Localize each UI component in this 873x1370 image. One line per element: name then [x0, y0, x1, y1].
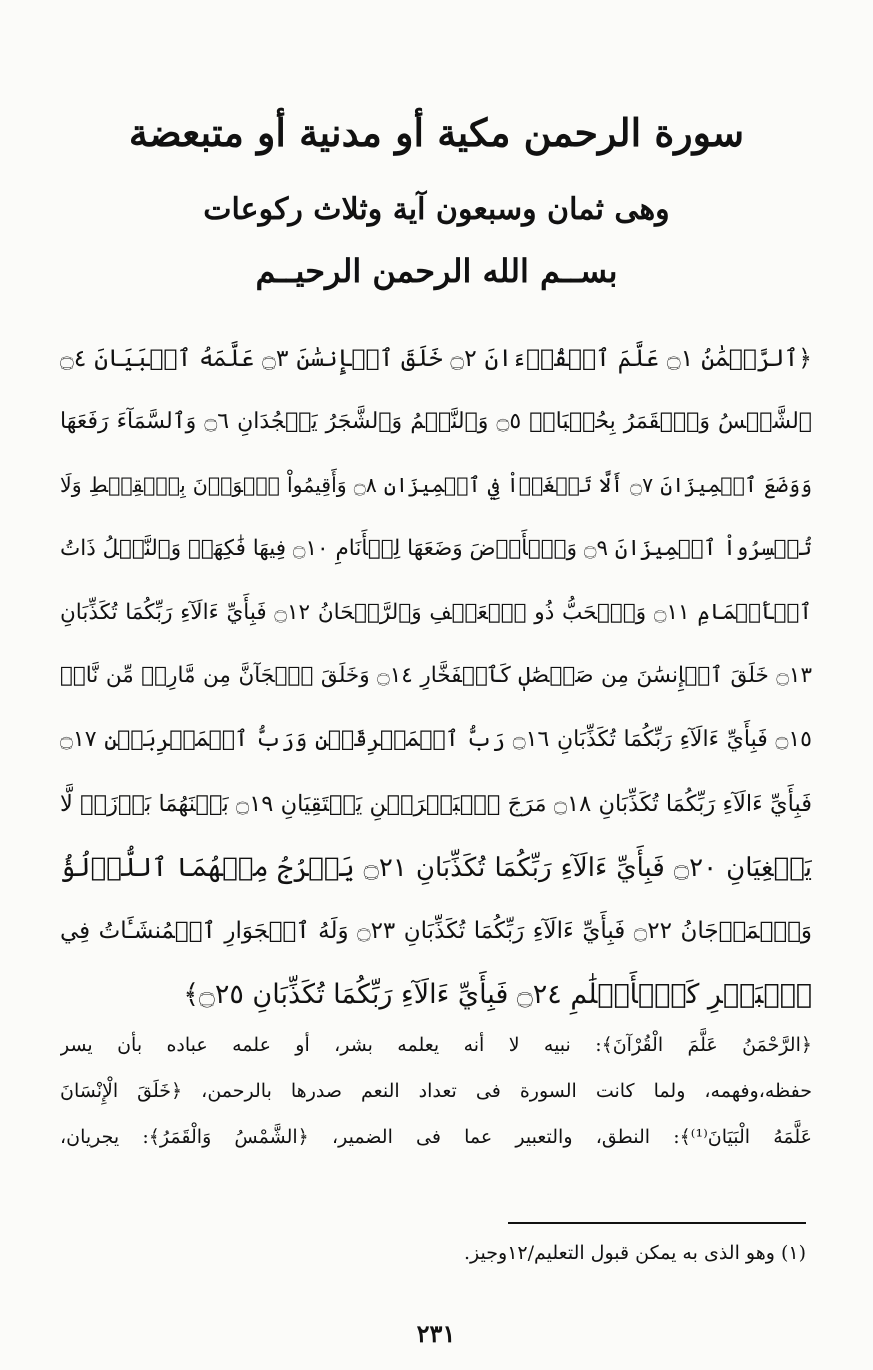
- quran-line: ٱلۡبَحۡرِ كَٱلۡأَعۡلَٰمِ ۝٢٤ فَبِأَيِّ ءَالَآءِ رَبِّكُمَا تُكَذِّبَانِ ۝٢٥﴾: [183, 978, 812, 1010]
- footnote-divider: [508, 1222, 806, 1224]
- quran-line: فَبِأَيِّ ءَالَآءِ رَبِّكُمَا تُكَذِّبَانِ ۝١٨ مَرَجَ ٱلۡبَحۡرَيۡنِ يَلۡتَقِيَانِ ۝١٩ بَيۡنَهُمَا بَرۡزَخٞ لَّا: [60, 790, 812, 817]
- quran-line: ۝١٣ خَلَقَ ٱلۡإِنسَٰنَ مِن صَلۡصَٰلٖ كَٱلۡفَخَّارِ ۝١٤ وَخَلَقَ ٱلۡجَآنَّ مِن مَّارِجٖ مِّن نَّارٖ: [60, 663, 812, 689]
- footnote: (١) وهو الذى به يمكن قبول التعليم/١٢وجيز.: [464, 1242, 806, 1264]
- surah-title: سورة الرحمن مكية أو مدنية أو متبعضة: [128, 110, 745, 155]
- commentary-line: ﴿الرَّحْمَنُ عَلَّمَ الْقُرْآنَ﴾: نبيه لا أنه يعلمه بشر، أو علمه عباده بأن يسر: [60, 1034, 812, 1056]
- quran-line: ﴿ٱلرَّحۡمَٰنُ ۝١ عَلَّمَ ٱلۡقُرۡءَانَ ۝٢ خَلَقَ ٱلۡإِنسَٰنَ ۝٣ عَلَّمَهُ ٱلۡبَيَانَ ۝٤: [60, 344, 812, 372]
- basmala: بســم الله الرحمن الرحيــم: [255, 252, 618, 290]
- page-number: ٢٣١: [416, 1319, 456, 1348]
- quran-line: ۝١٥ فَبِأَيِّ ءَالَآءِ رَبِّكُمَا تُكَذِّبَانِ ۝١٦ رَبُّ ٱلۡمَشۡرِقَيۡنِ وَرَبُّ ٱلۡمَغۡرِبَيۡنِ ۝١٧: [60, 727, 812, 753]
- quran-line: ٱلشَّمۡسُ وَٱلۡقَمَرُ بِحُسۡبَانٖ ۝٥ وَٱلنَّجۡمُ وَٱلشَّجَرُ يَسۡجُدَانِ ۝٦ وَٱلسَّمَآءَ رَفَعَهَا: [60, 408, 812, 434]
- quran-line: ٱلۡأَكۡمَامِ ۝١١ وَٱلۡحَبُّ ذُو ٱلۡعَصۡفِ وَٱلرَّيۡحَانُ ۝١٢ فَبِأَيِّ ءَالَآءِ رَبِّكُمَا تُكَذِّبَانِ: [60, 599, 812, 625]
- quran-line: يَبۡغِيَانِ ۝٢٠ فَبِأَيِّ ءَالَآءِ رَبِّكُمَا تُكَذِّبَانِ ۝٢١ يَخۡرُجُ مِنۡهُمَا ٱللُّؤۡلُؤُ: [60, 852, 812, 883]
- quran-line: تُخۡسِرُواْ ٱلۡمِيزَانَ ۝٩ وَٱلۡأَرۡضَ وَضَعَهَا لِلۡأَنَامِ ۝١٠ فِيهَا فَٰكِهَةٞ وَٱلنَّخۡلُ ذَاتُ: [60, 536, 812, 562]
- quran-text-block: [60, 330, 812, 1031]
- quran-line: وَوَضَعَ ٱلۡمِيزَانَ ۝٧ أَلَّا تَطۡغَوۡاْ فِي ٱلۡمِيزَانِ ۝٨ وَأَقِيمُواْ ٱلۡوَزۡنَ بِٱلۡقِسۡطِ وَلَا: [60, 473, 812, 498]
- quran-line: وَٱلۡمَرۡجَانُ ۝٢٢ فَبِأَيِّ ءَالَآءِ رَبِّكُمَا تُكَذِّبَانِ ۝٢٣ وَلَهُ ٱلۡجَوَارِ ٱلۡمُنشَـَٔاتُ فِي: [60, 918, 812, 945]
- commentary-line: حفظه،وفهمه، ولما كانت السورة فى تعداد النعم صدرها بالرحمن، ﴿خَلَقَ الْإِنْسَانَ: [60, 1080, 812, 1102]
- surah-subtitle: وهى ثمان وسبعون آية وثلاث ركوعات: [203, 192, 670, 227]
- commentary-line: عَلَّمَهُ الْبَيَانَ⁽¹⁾﴾: النطق، والتعبير عما فى الضمير، ﴿الشَّمْسُ وَالْقَمَرُ﴾: يجريان،: [60, 1126, 812, 1148]
- commentary-block: [60, 1022, 812, 1160]
